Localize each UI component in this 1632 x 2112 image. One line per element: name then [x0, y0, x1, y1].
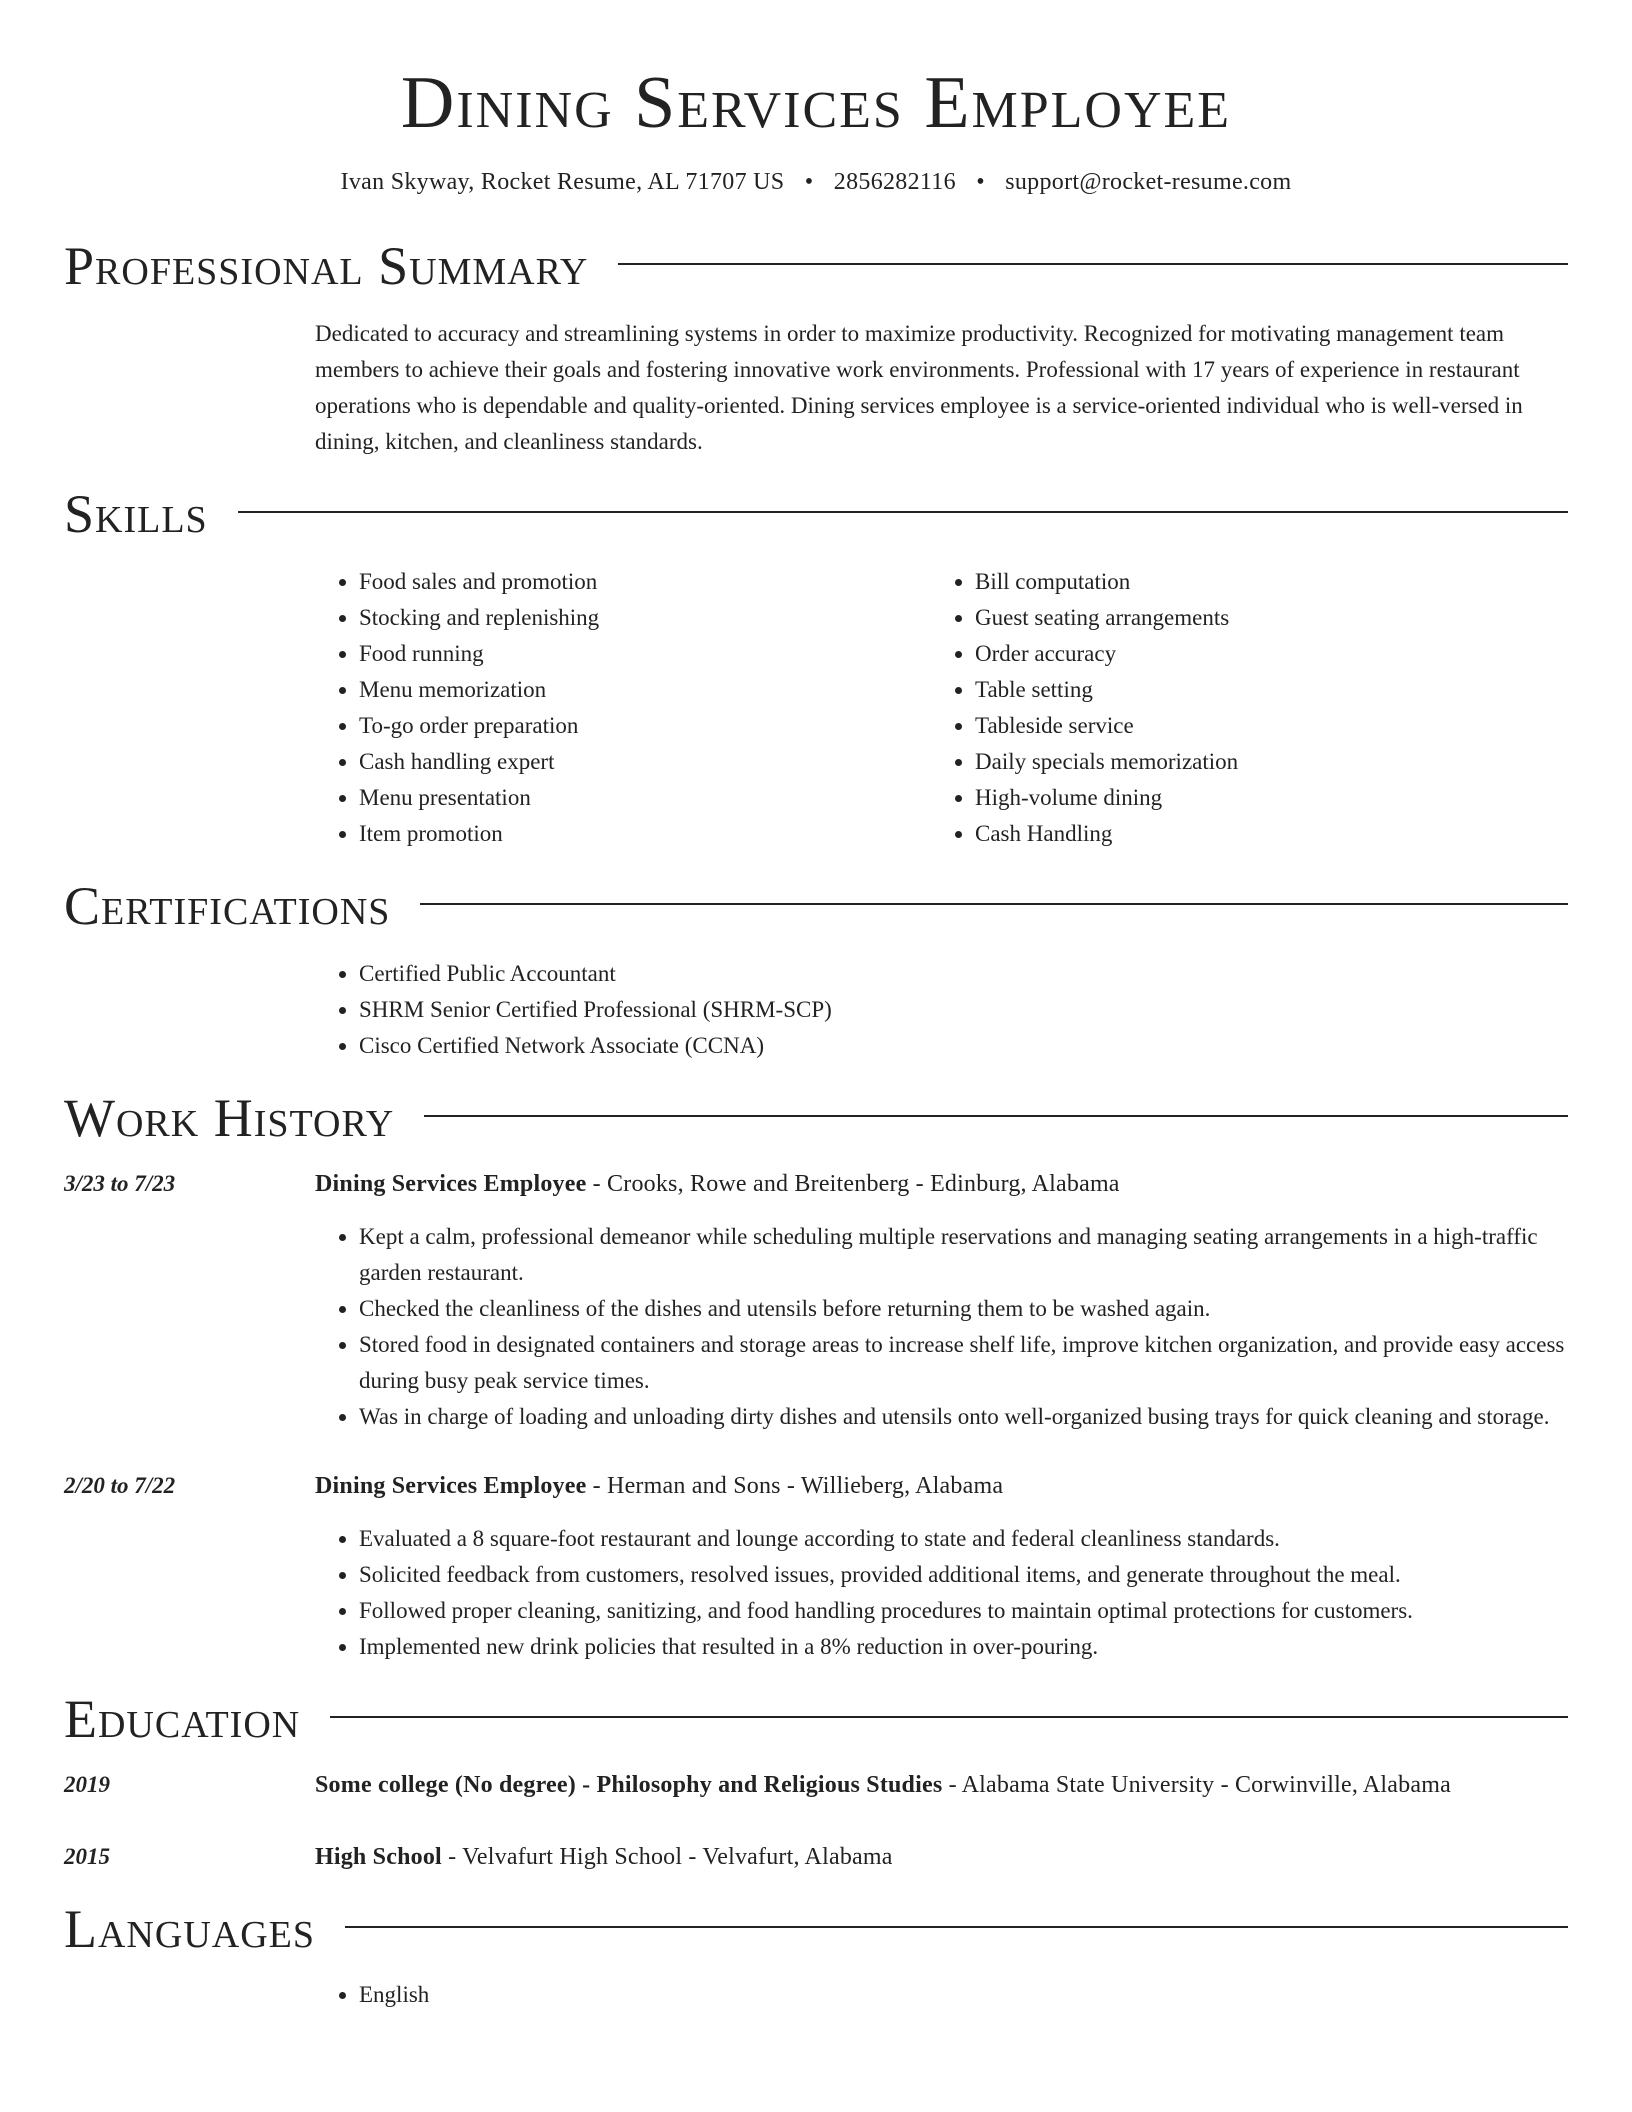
skill-item: • Guest seating arrangements — [975, 600, 1547, 636]
skill-item: • Cash Handling — [975, 816, 1547, 852]
contact-email: support@rocket-resume.com — [1005, 169, 1292, 195]
section-divider — [420, 903, 1568, 905]
languages-section-header — [64, 1899, 1568, 1959]
education-entry — [64, 1767, 1568, 1803]
skill-item: • Stocking and replenishing — [359, 600, 931, 636]
section-divider — [345, 1926, 1568, 1928]
education-section-header — [64, 1689, 1568, 1749]
skills-heading: Skills — [64, 484, 208, 544]
education-school: - Velvafurt High School - Velvafurt, Alabama — [441, 1844, 893, 1870]
section-divider — [238, 511, 1568, 513]
skill-item: • Menu presentation — [359, 780, 931, 816]
education-degree: Some college (No degree) - Philosophy and Religious Studies — [315, 1772, 943, 1798]
summary-text: Dedicated to accuracy and streamlining systems in order to maximize productivity. Recognized for motivating management team members to achieve their goals and fostering innovative work environments. Professional with 17 years of experience in restaurant operations who is dependable and quality-oriented. Dining services employee is a service-oriented individual who is well-versed in dining, kitchen, and cleanliness standards. — [315, 321, 1523, 454]
skill-item: • Tableside service — [975, 708, 1547, 744]
certification-item: • Certified Public Accountant — [359, 956, 1568, 992]
job-bullet: • Checked the cleanliness of the dishes and utensils before returning them to be washed again. — [359, 1291, 1568, 1327]
education-heading-line — [315, 1839, 893, 1875]
skills-column-right — [931, 564, 1547, 852]
education-degree: High School — [315, 1844, 442, 1870]
job-bullet: • Kept a calm, professional demeanor while scheduling multiple reservations and managing seating arrangements in a high-traffic garden restaurant. — [359, 1219, 1568, 1291]
language-item: • English — [359, 1977, 1568, 2013]
section-divider — [330, 1716, 1568, 1718]
skills-section-header — [64, 484, 1568, 544]
job-dates: 2/20 to 7/22 — [64, 1473, 176, 1498]
education-heading: Education — [64, 1689, 301, 1749]
job-bullet: • Stored food in designated containers and storage areas to increase shelf life, improve kitchen organization, and provide easy access during busy peak service times. — [359, 1327, 1568, 1399]
section-divider — [618, 263, 1568, 265]
job-bullet: • Solicited feedback from customers, resolved issues, provided additional items, and generate throughout the meal. — [359, 1557, 1568, 1593]
certifications-heading: Certifications — [64, 876, 391, 936]
job-dates: 3/23 to 7/23 — [64, 1171, 176, 1196]
job-bullet: • Was in charge of loading and unloading dirty dishes and utensils onto well-organized busing trays for quick cleaning and storage. — [359, 1399, 1568, 1435]
job-bullet: • Followed proper cleaning, sanitizing, and food handling procedures to maintain optimal protections for customers. — [359, 1593, 1568, 1629]
job-entry — [64, 1166, 1568, 1435]
skill-item: • Food running — [359, 636, 931, 672]
contact-separator: • — [804, 169, 814, 195]
resume-title: Dining Services Employee — [400, 62, 1232, 144]
job-title: Dining Services Employee — [315, 1171, 587, 1197]
education-year: 2015 — [64, 1844, 110, 1869]
education-heading-line — [315, 1767, 1451, 1803]
certification-item: • SHRM Senior Certified Professional (SHRM-SCP) — [359, 992, 1568, 1028]
skills-grid — [315, 564, 1568, 852]
certifications-section-header — [64, 876, 1568, 936]
skill-item: • Daily specials memorization — [975, 744, 1547, 780]
contact-phone: 2856282116 — [833, 169, 956, 195]
job-title: Dining Services Employee — [315, 1473, 587, 1499]
skill-item: • Table setting — [975, 672, 1547, 708]
work-heading: Work History — [64, 1088, 395, 1148]
job-body — [315, 1166, 1568, 1435]
job-body — [315, 1468, 1568, 1665]
skill-item: • Item promotion — [359, 816, 931, 852]
education-school: - Alabama State University - Corwinville, Alabama — [942, 1772, 1451, 1798]
skill-item: • Cash handling expert — [359, 744, 931, 780]
summary-section-header — [64, 236, 1568, 296]
job-heading — [315, 1468, 1568, 1504]
languages-list — [315, 1977, 1568, 2013]
certifications-list — [315, 956, 1568, 1064]
skill-item: • High-volume dining — [975, 780, 1547, 816]
contact-line — [64, 166, 1568, 198]
education-entry — [64, 1839, 1568, 1875]
languages-heading: Languages — [64, 1899, 315, 1959]
job-entry — [64, 1468, 1568, 1665]
work-section-header — [64, 1088, 1568, 1148]
education-year: 2019 — [64, 1772, 110, 1797]
skill-item: • Menu memorization — [359, 672, 931, 708]
skill-item: • Bill computation — [975, 564, 1547, 600]
contact-separator: • — [976, 169, 985, 195]
job-bullet: • Implemented new drink policies that resulted in a 8% reduction in over-pouring. — [359, 1629, 1568, 1665]
skill-item: • To-go order preparation — [359, 708, 931, 744]
job-bullet: • Evaluated a 8 square-foot restaurant and lounge according to state and federal cleanliness standards. — [359, 1521, 1568, 1557]
job-employer: - Herman and Sons - Willieberg, Alabama — [586, 1473, 1004, 1499]
section-divider — [424, 1115, 1568, 1117]
contact-address: Ivan Skyway, Rocket Resume, AL 71707 US — [340, 169, 785, 195]
job-heading — [315, 1166, 1568, 1202]
skills-column-left — [315, 564, 931, 852]
certification-item: • Cisco Certified Network Associate (CCNA) — [359, 1028, 1568, 1064]
skill-item: • Food sales and promotion — [359, 564, 931, 600]
skill-item: • Order accuracy — [975, 636, 1547, 672]
job-employer: - Crooks, Rowe and Breitenberg - Edinburg, Alabama — [586, 1171, 1120, 1197]
summary-heading: Professional Summary — [64, 236, 589, 296]
